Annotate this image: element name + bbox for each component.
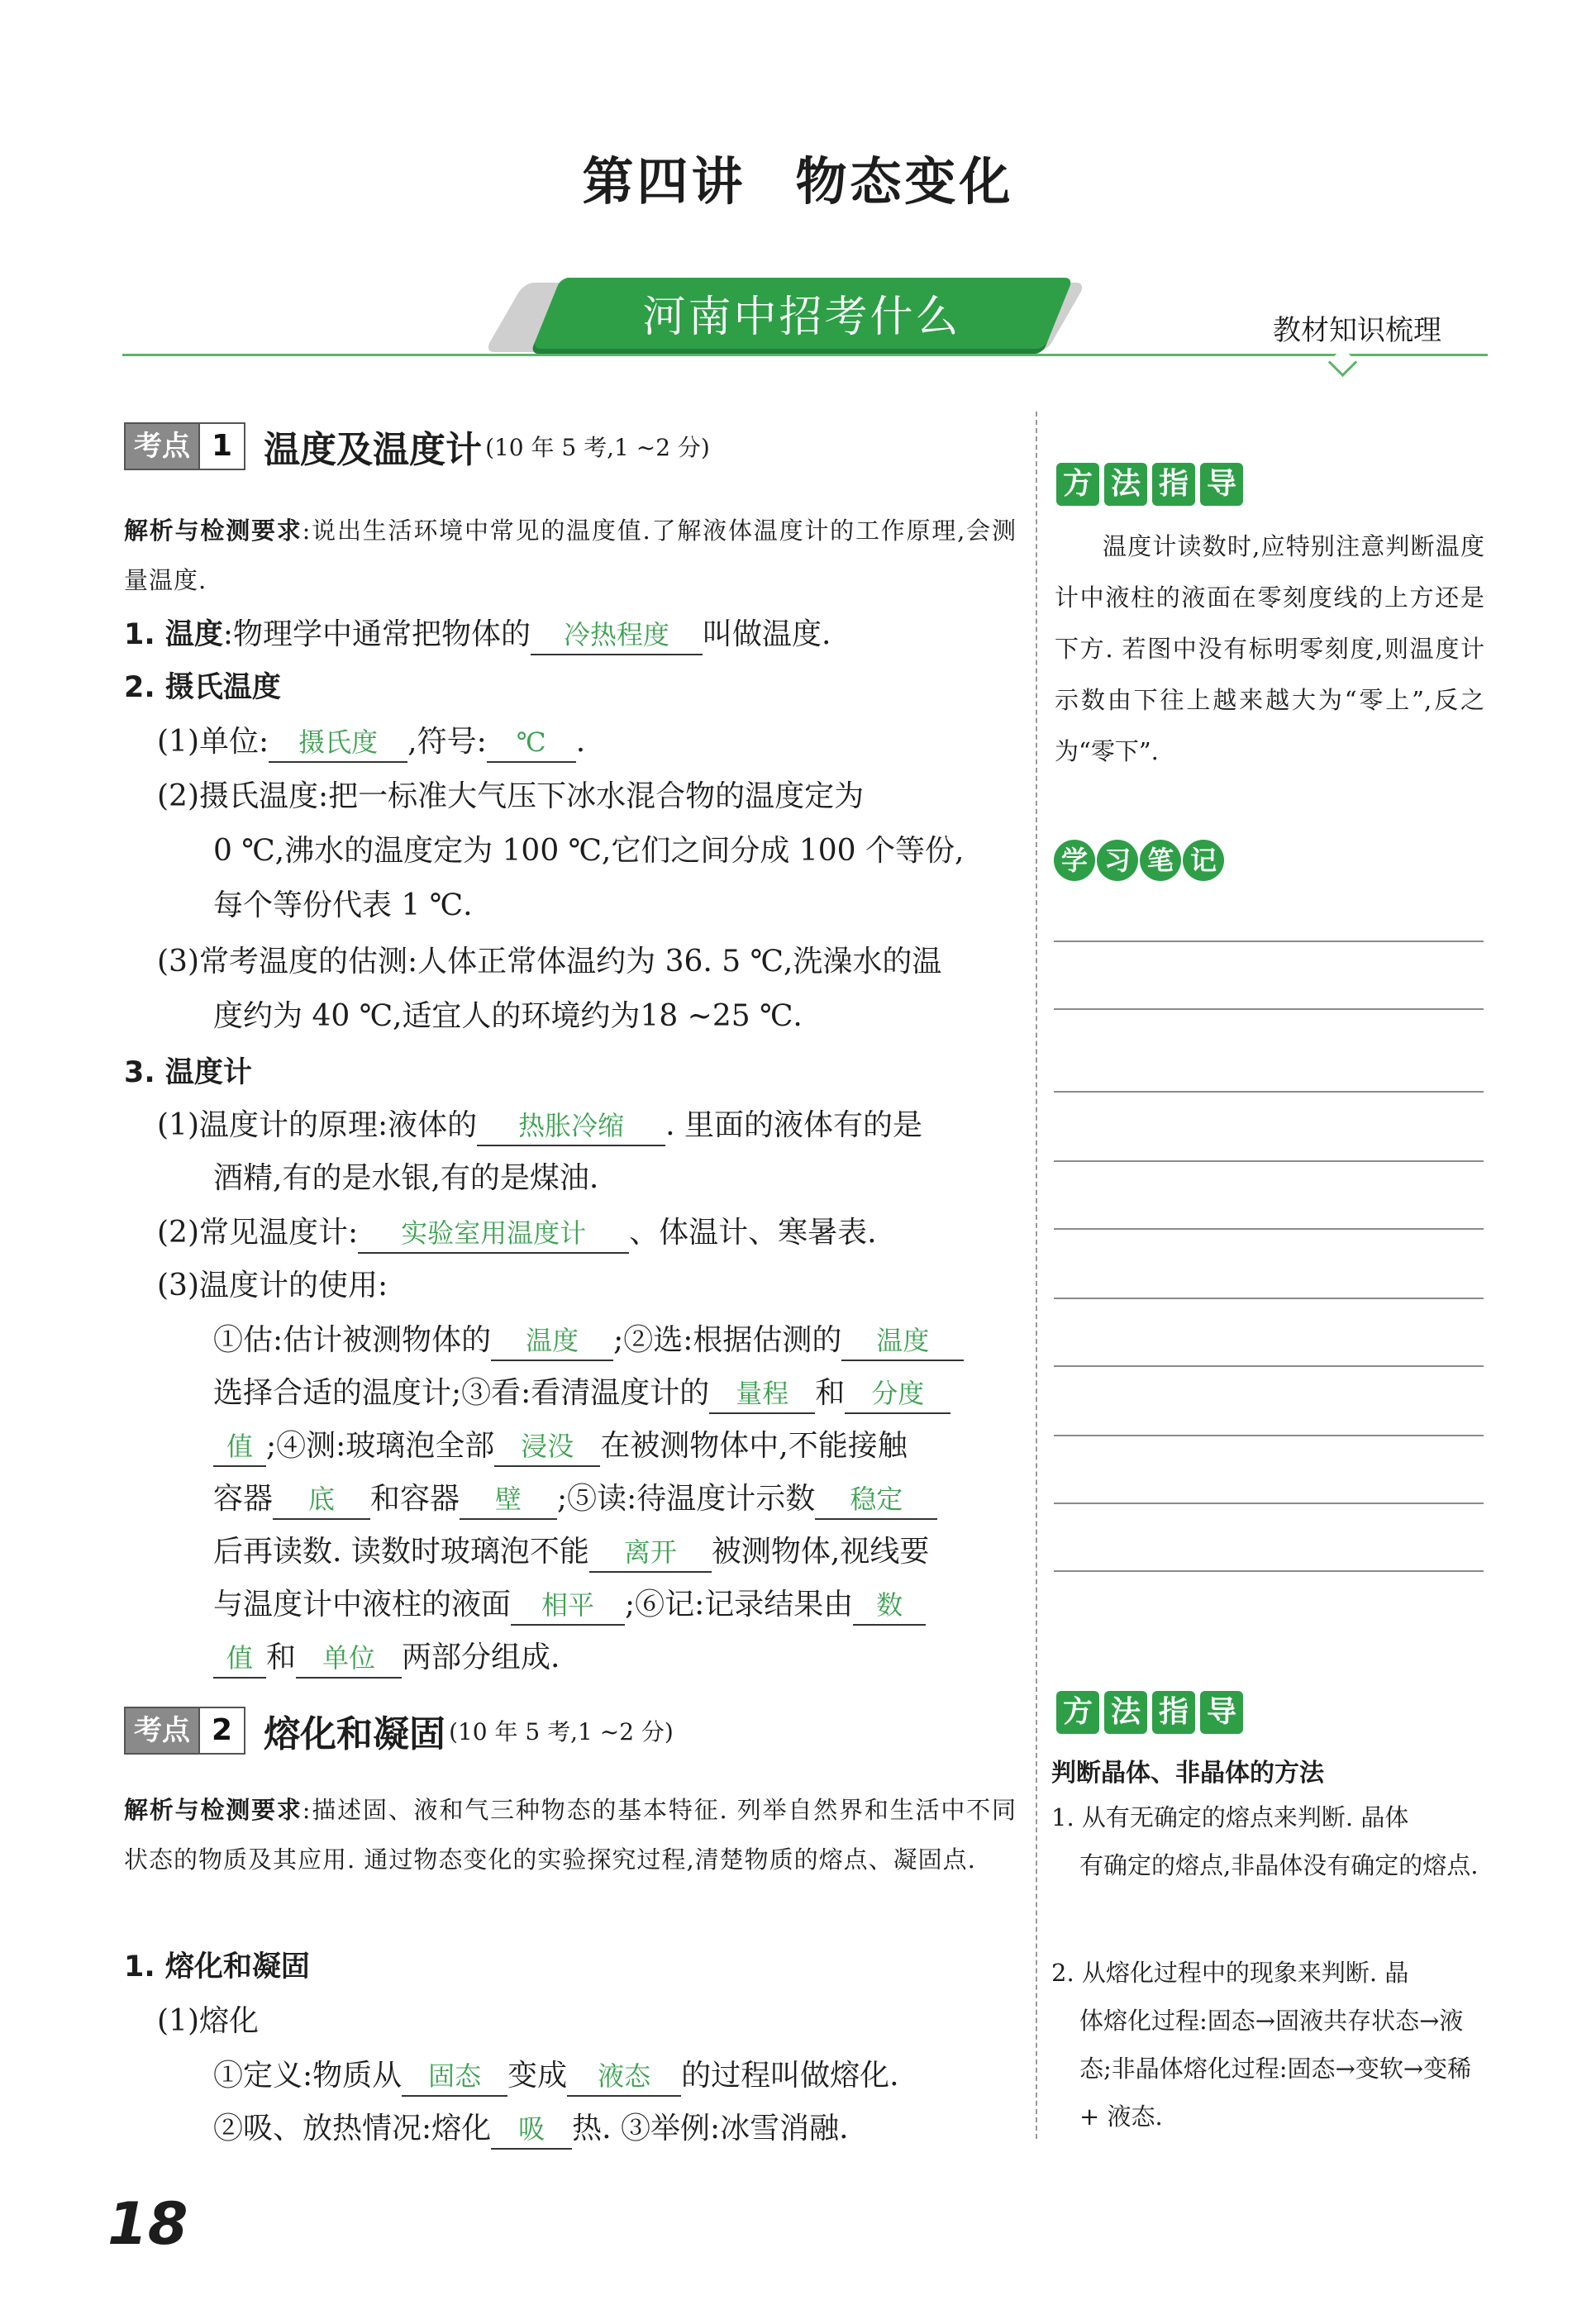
kp2-s1-heading bbox=[124, 1941, 1025, 1993]
section-heading: 3. 温度计 bbox=[124, 1056, 252, 1089]
title-part2: 物态变化 bbox=[795, 151, 1014, 212]
method-guide-2-badge bbox=[1056, 1691, 1243, 1734]
kp1-s2-2-l3: 每个等份代表 1 ℃. bbox=[213, 888, 473, 922]
answer-blank: 实验室用温度计 bbox=[358, 1214, 629, 1254]
text: 、体温计、寒暑表. bbox=[629, 1216, 877, 1250]
badge-char: 法 bbox=[1104, 463, 1147, 506]
section-heading: 1. 熔化和凝固 bbox=[124, 1950, 310, 1983]
kaodian-2-meta: (10 年 5 考,1 ~2 分) bbox=[449, 1718, 674, 1745]
banner-subtitle: 教材知识梳理 bbox=[1273, 314, 1441, 347]
method-guide-1-text: 温度计读数时,应特别注意判断温度计中液柱的液面在零刻度线的上方还是下方. 若图中没有标明零刻度,则温度计示数由下往上越来越大为“零上”,反之为“零下”. bbox=[1055, 532, 1484, 765]
item-first-line: 1. 从有无确定的熔点来判断. 晶体 bbox=[1051, 1803, 1409, 1831]
page-number: 18 bbox=[107, 2190, 188, 2258]
answer-blank: 单位 bbox=[296, 1639, 402, 1679]
study-notes-badge bbox=[1054, 840, 1224, 881]
text: 在被测物体中,不能接触 bbox=[600, 1429, 908, 1463]
kaodian-1-number: 1 bbox=[198, 424, 244, 469]
text: :物理学中通常把物体的 bbox=[222, 617, 531, 651]
usage-line-1 bbox=[213, 1314, 1114, 1367]
answer-blank: 值 bbox=[213, 1639, 266, 1679]
badge-char: 笔 bbox=[1140, 840, 1181, 881]
text: 和 bbox=[266, 1641, 297, 1674]
text: (1)温度计的原理:液体的 bbox=[157, 1108, 478, 1142]
requirements-label: 解析与检测要求 bbox=[124, 517, 303, 545]
usage-line-7 bbox=[213, 1631, 1114, 1684]
note-line[interactable] bbox=[1054, 1008, 1484, 1010]
text: 后再读数. 读数时玻璃泡不能 bbox=[213, 1535, 589, 1569]
text: ①定义:物质从 bbox=[213, 2059, 403, 2093]
note-line[interactable] bbox=[1054, 1503, 1484, 1504]
answer-blank: 固态 bbox=[402, 2057, 507, 2097]
note-line[interactable] bbox=[1054, 941, 1484, 942]
answer-blank: 液态 bbox=[567, 2057, 681, 2097]
banner-rule bbox=[122, 354, 1488, 356]
kaodian-1-requirements bbox=[124, 506, 1017, 605]
banner-pointer bbox=[1328, 348, 1357, 377]
text: 选择合适的温度计;③看:看清温度计的 bbox=[213, 1376, 710, 1410]
badge-char: 导 bbox=[1200, 1691, 1243, 1734]
text: ;④测:玻璃泡全部 bbox=[266, 1429, 495, 1463]
note-line[interactable] bbox=[1054, 1570, 1484, 1572]
badge-char: 记 bbox=[1183, 840, 1224, 881]
kp1-s3-1-l2: 酒精,有的是水银,有的是煤油. bbox=[213, 1161, 599, 1195]
answer-blank: 离开 bbox=[589, 1533, 712, 1573]
badge-char: 法 bbox=[1104, 1691, 1147, 1734]
badge-char: 方 bbox=[1056, 463, 1099, 506]
text: (2)常见温度计: bbox=[157, 1216, 359, 1250]
requirements-text: :说出生活环境中常见的温度值.了解液体温度计的工作原理,会测量温度. bbox=[124, 517, 1017, 594]
badge-char: 学 bbox=[1054, 840, 1095, 881]
kp1-s2-2-l1: (2)摄氏温度:把一标准大气压下冰水混合物的温度定为 bbox=[157, 779, 865, 813]
text: 热. ③举例:冰雪消融. bbox=[572, 2112, 849, 2145]
answer-blank: 温度 bbox=[841, 1322, 964, 1361]
kaodian-1-title: 温度及温度计 bbox=[264, 429, 483, 471]
text: 的过程叫做熔化. bbox=[681, 2059, 899, 2093]
kp1-s3-3: (3)温度计的使用: bbox=[157, 1269, 388, 1302]
kp1-s3-1 bbox=[157, 1099, 1058, 1152]
kaodian-1-badge bbox=[124, 422, 245, 470]
kp1-s3-heading bbox=[124, 1046, 1025, 1099]
method-guide-2-item-1 bbox=[1051, 1793, 1488, 1889]
method-guide-1-badge bbox=[1056, 463, 1243, 506]
note-line[interactable] bbox=[1054, 1298, 1484, 1299]
requirements-text: :描述固、液和气三种物态的基本特征. 列举自然界和生活中不同状态的物质及其应用. 通过物态变化的实验探究过程,清楚物质的熔点、凝固点. bbox=[124, 1796, 1017, 1874]
text: ;⑥记:记录结果由 bbox=[625, 1588, 854, 1622]
answer-blank: 温度 bbox=[491, 1322, 613, 1361]
answer-blank: 冷热程度 bbox=[531, 616, 703, 655]
section-heading: 2. 摄氏温度 bbox=[124, 671, 281, 704]
kaodian-1-label: 考点 bbox=[126, 424, 198, 469]
item-continuation: 体熔化过程:固态→固液共存状态→液态;非晶体熔化过程:固态→变软→变稀 + 液态. bbox=[1079, 2007, 1472, 2131]
badge-char: 习 bbox=[1097, 840, 1138, 881]
answer-blank: 底 bbox=[273, 1480, 370, 1520]
badge-char: 方 bbox=[1056, 1691, 1099, 1734]
text: 叫做温度. bbox=[702, 617, 831, 651]
kaodian-2-label: 考点 bbox=[126, 1708, 198, 1753]
text: ;②选:根据估测的 bbox=[613, 1323, 842, 1357]
note-line[interactable] bbox=[1054, 1160, 1484, 1162]
text: 与温度计中液柱的液面 bbox=[213, 1588, 512, 1622]
answer-blank: 量程 bbox=[709, 1374, 815, 1414]
badge-char: 指 bbox=[1152, 463, 1195, 506]
kp1-s2-2-l2: 0 ℃,沸水的温度定为 100 ℃,它们之间分成 100 个等份, bbox=[213, 834, 965, 868]
kaodian-1-meta: (10 年 5 考,1 ~2 分) bbox=[485, 434, 710, 461]
answer-blank: 热胀冷缩 bbox=[477, 1107, 665, 1146]
kp1-s2-heading bbox=[124, 661, 1025, 714]
kaodian-1-header bbox=[124, 421, 710, 471]
item-continuation: 有确定的熔点,非晶体没有确定的熔点. bbox=[1079, 1851, 1479, 1879]
melting-heat bbox=[213, 2103, 1114, 2155]
kp2-s1-1: (1)熔化 bbox=[157, 2004, 259, 2038]
text: 变成 bbox=[507, 2059, 568, 2093]
badge-char: 指 bbox=[1152, 1691, 1195, 1734]
kp1-s2-3-l1: (3)常考温度的估测:人体正常体温约为 36. 5 ℃,洗澡水的温 bbox=[157, 945, 942, 979]
answer-blank: 吸 bbox=[491, 2110, 572, 2150]
melting-definition bbox=[213, 2050, 1114, 2103]
text: ,符号: bbox=[407, 725, 487, 759]
text: . 里面的液体有的是 bbox=[665, 1108, 923, 1142]
kaodian-2-badge bbox=[124, 1707, 245, 1755]
text: (1)单位: bbox=[157, 725, 269, 759]
note-line[interactable] bbox=[1054, 1228, 1484, 1230]
text: ①估:估计被测物体的 bbox=[213, 1323, 492, 1357]
usage-line-6 bbox=[213, 1579, 1114, 1631]
answer-blank: 壁 bbox=[460, 1480, 557, 1520]
page-title bbox=[0, 140, 1596, 214]
answer-blank: 稳定 bbox=[815, 1480, 937, 1520]
usage-line-3 bbox=[213, 1420, 1114, 1473]
section-heading: 1. 温度 bbox=[124, 618, 223, 651]
text: 和容器 bbox=[370, 1482, 460, 1516]
kaodian-2-number: 2 bbox=[198, 1708, 244, 1753]
usage-line-2 bbox=[213, 1367, 1114, 1420]
method-guide-2-title: 判断晶体、非晶体的方法 bbox=[1051, 1759, 1324, 1788]
note-line[interactable] bbox=[1054, 1435, 1484, 1436]
answer-blank: 摄氏度 bbox=[269, 723, 407, 763]
answer-blank: 数 bbox=[853, 1586, 926, 1626]
text: 容器 bbox=[213, 1482, 274, 1516]
kp1-s1 bbox=[124, 608, 1025, 661]
usage-line-5 bbox=[213, 1526, 1114, 1579]
text: . bbox=[575, 725, 586, 759]
kaodian-2-header bbox=[124, 1706, 674, 1755]
kp1-s3-2 bbox=[157, 1207, 1058, 1260]
kp1-s2-1 bbox=[157, 716, 1058, 769]
text: 两部分组成. bbox=[402, 1641, 560, 1674]
note-line[interactable] bbox=[1054, 1091, 1484, 1093]
kaodian-2-title: 熔化和凝固 bbox=[264, 1713, 446, 1755]
title-part1: 第四讲 bbox=[582, 151, 746, 212]
requirements-label: 解析与检测要求 bbox=[124, 1796, 303, 1824]
text: 被测物体,视线要 bbox=[711, 1535, 930, 1569]
answer-blank: 相平 bbox=[511, 1586, 625, 1626]
answer-blank: 分度 bbox=[845, 1374, 950, 1414]
note-line[interactable] bbox=[1054, 1365, 1484, 1367]
kaodian-2-requirements bbox=[124, 1785, 1017, 1884]
banner-title: 河南中招考什么 bbox=[642, 293, 961, 342]
text: ②吸、放热情况:熔化 bbox=[213, 2112, 492, 2145]
answer-blank: 值 bbox=[213, 1427, 266, 1467]
badge-char: 导 bbox=[1200, 463, 1243, 506]
answer-blank: ℃ bbox=[487, 723, 576, 763]
text: ;⑤读:待温度计示数 bbox=[557, 1482, 816, 1516]
answer-blank: 浸没 bbox=[494, 1427, 600, 1467]
usage-line-4 bbox=[213, 1473, 1114, 1526]
kp1-s2-3-l2: 度约为 40 ℃,适宜人的环境约为18 ~25 ℃. bbox=[213, 999, 803, 1033]
method-guide-2-item-2 bbox=[1051, 1949, 1488, 2141]
text: 和 bbox=[815, 1376, 846, 1410]
item-first-line: 2. 从熔化过程中的现象来判断. 晶 bbox=[1051, 1959, 1409, 1987]
